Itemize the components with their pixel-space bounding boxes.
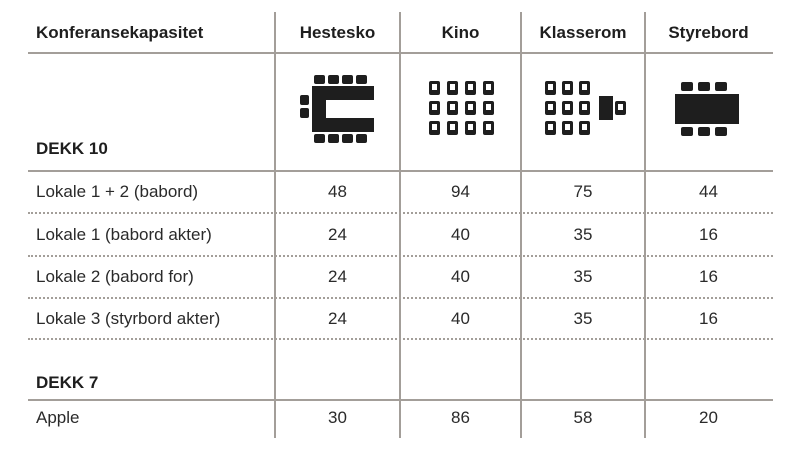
capacity-kino: 40 <box>451 225 470 244</box>
capacity-klasserom: 75 <box>573 182 593 201</box>
boardroom-layout-icon <box>673 80 743 140</box>
capacity-klasserom: 35 <box>573 309 593 328</box>
section-heading-dekk-7: DEKK 7 <box>36 373 99 392</box>
horseshoe-layout-icon <box>298 73 378 145</box>
row-divider <box>28 255 773 257</box>
capacity-klasserom: 35 <box>573 267 593 286</box>
capacity-styrebord: 16 <box>699 225 718 244</box>
room-name: Lokale 3 (styrbord akter) <box>36 309 221 328</box>
column-header-hestesko: Hestesko <box>299 23 376 42</box>
capacity-hestesko: 48 <box>328 182 347 201</box>
theater-seats <box>429 81 494 135</box>
capacity-hestesko: 24 <box>328 309 347 328</box>
row-divider <box>28 338 773 340</box>
room-name: Apple <box>36 408 80 427</box>
room-name: Lokale 2 (babord for) <box>36 267 194 286</box>
classroom-layout-icon <box>543 79 629 139</box>
section-heading-dekk-10: DEKK 10 <box>36 139 108 158</box>
table-title: Konferansekapasitet <box>36 23 204 42</box>
capacity-kino: 94 <box>451 182 470 201</box>
row-divider <box>28 212 773 214</box>
row-divider <box>28 297 773 299</box>
section-divider <box>28 170 773 172</box>
capacity-styrebord: 16 <box>699 309 718 328</box>
capacity-klasserom: 58 <box>573 408 593 427</box>
capacity-kino: 40 <box>451 267 470 286</box>
column-header-klasserom: Klasserom <box>539 23 627 42</box>
capacity-kino: 40 <box>451 309 470 328</box>
capacity-hestesko: 30 <box>328 408 347 427</box>
theater-layout-icon <box>427 79 499 139</box>
room-name: Lokale 1 + 2 (babord) <box>36 182 199 201</box>
column-header-kino: Kino <box>441 23 480 42</box>
capacity-styrebord: 44 <box>699 182 718 201</box>
header-divider <box>28 52 773 54</box>
room-name: Lokale 1 (babord akter) <box>36 225 212 244</box>
capacity-styrebord: 20 <box>699 408 718 427</box>
column-header-styrebord: Styrebord <box>668 23 749 42</box>
capacity-kino: 86 <box>451 408 470 427</box>
capacity-hestesko: 24 <box>328 225 347 244</box>
capacity-hestesko: 24 <box>328 267 347 286</box>
capacity-styrebord: 16 <box>699 267 718 286</box>
section-divider <box>28 399 773 401</box>
capacity-klasserom: 35 <box>573 225 593 244</box>
